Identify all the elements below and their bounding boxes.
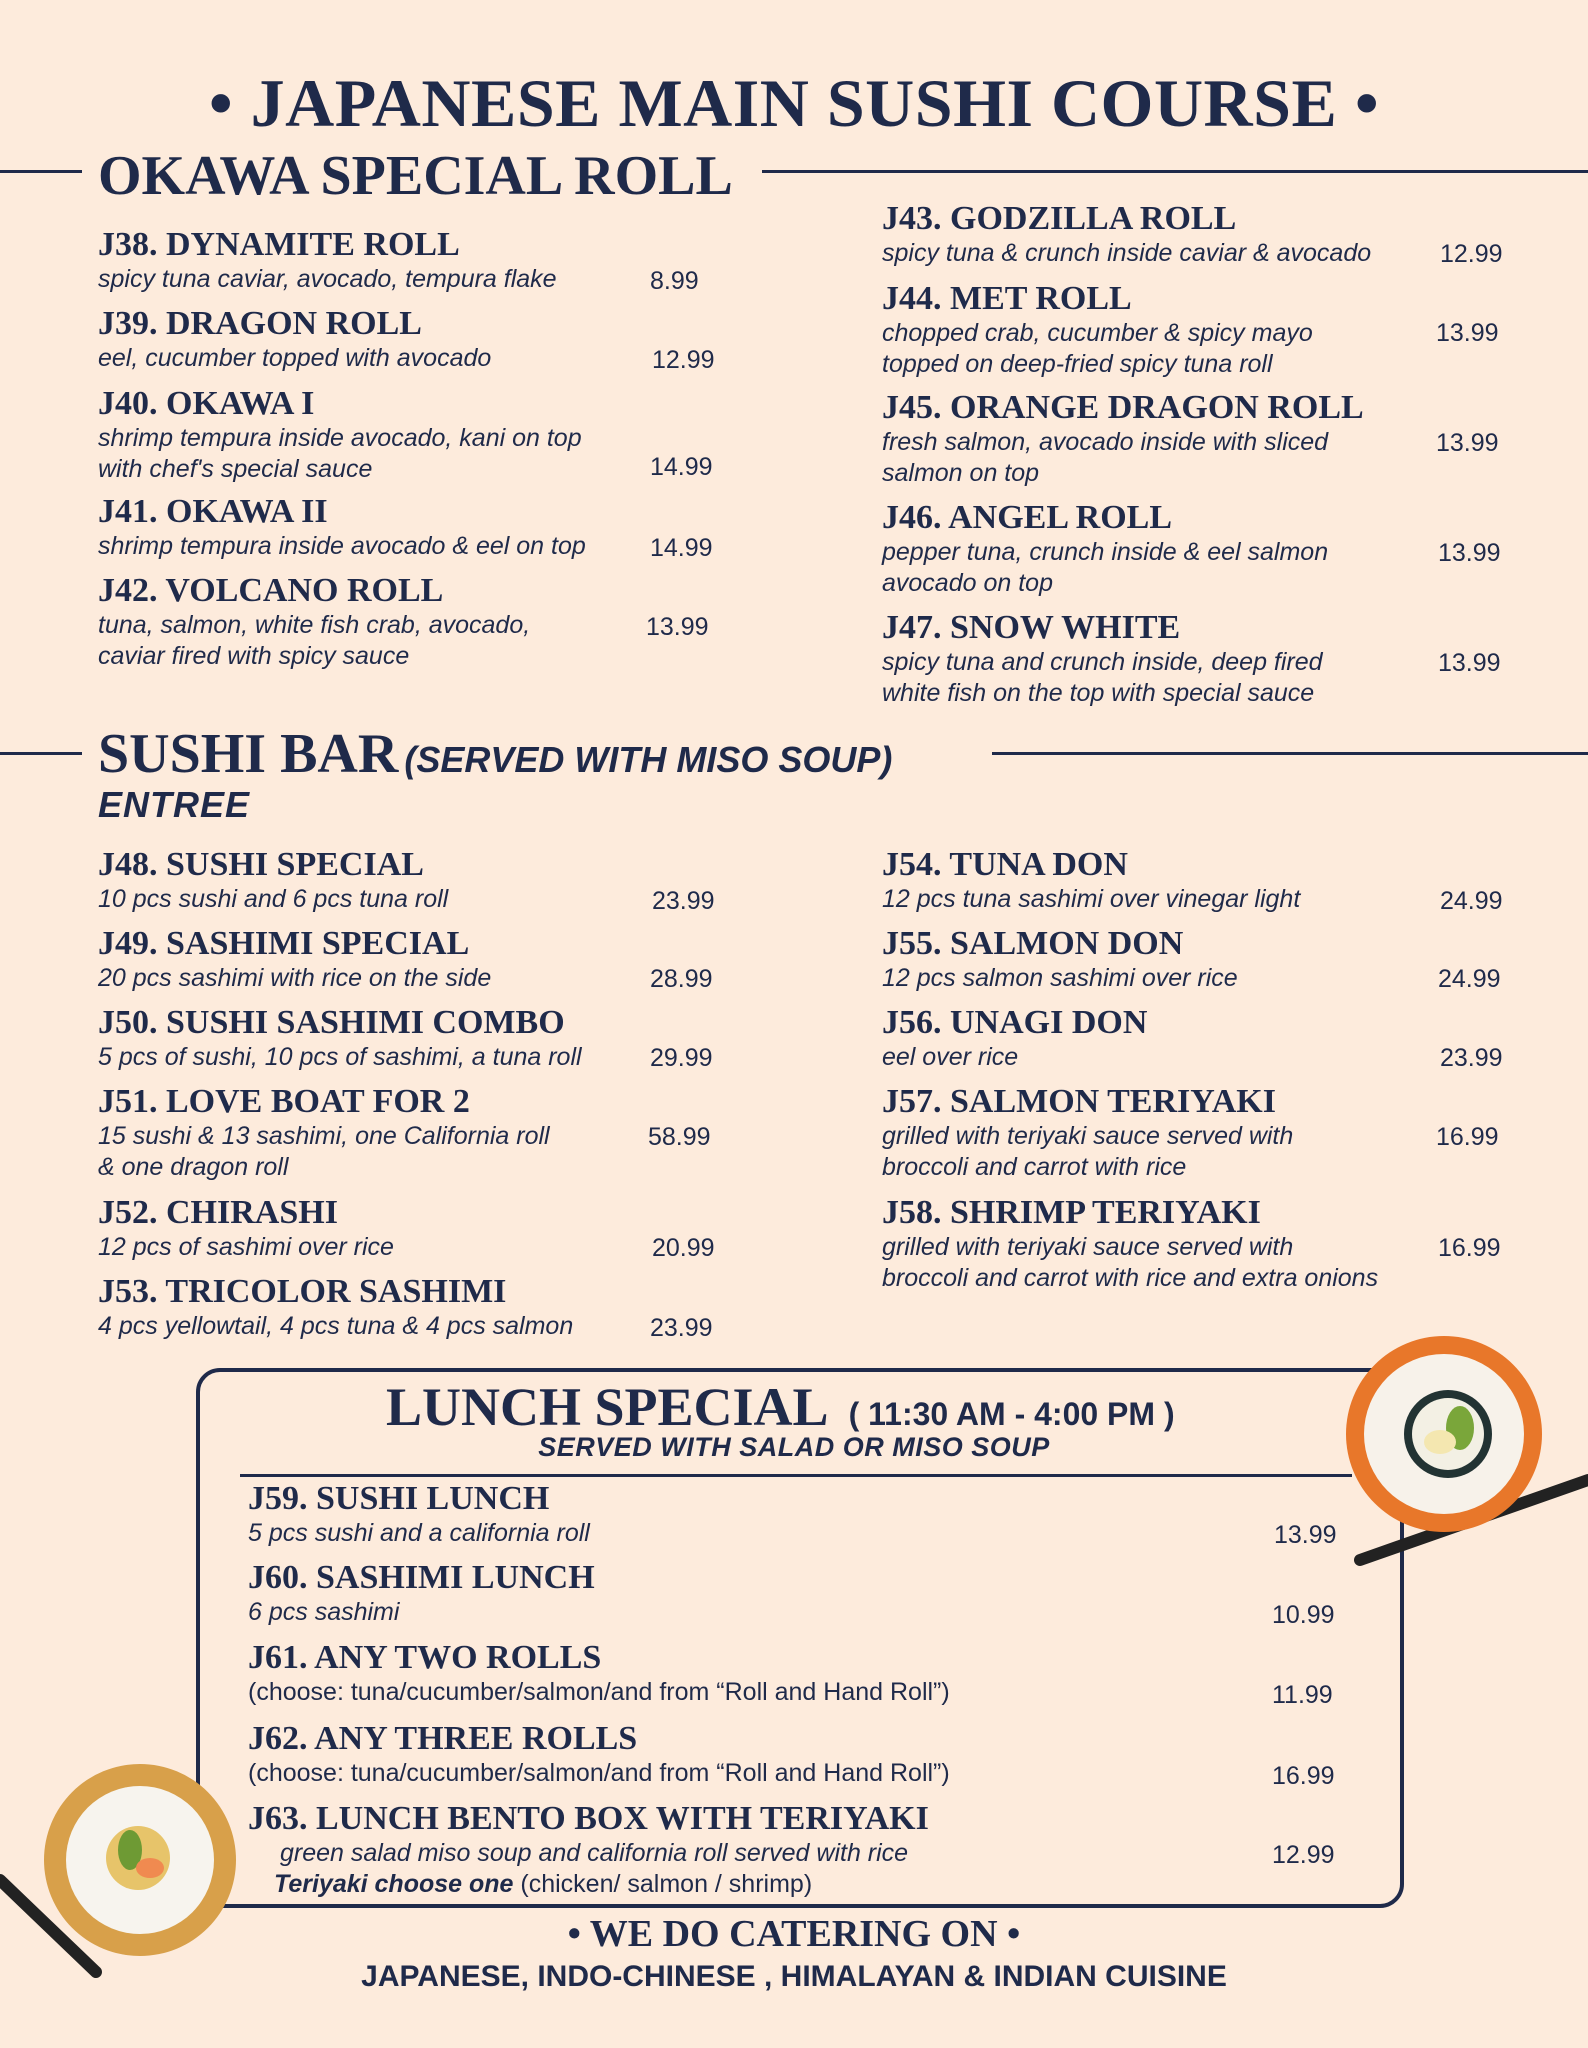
menu-item-price: 14.99: [650, 534, 713, 562]
menu-item-price: 11.99: [1272, 1681, 1333, 1709]
menu-item-name: J50. SUSHI SASHIMI COMBO: [98, 1004, 565, 1041]
menu-item-description: 12 pcs tuna sashimi over vinegar light: [882, 885, 1301, 913]
menu-item-price: 13.99: [646, 613, 709, 641]
menu-item-name: J47. SNOW WHITE: [882, 609, 1181, 646]
menu-item-description: grilled with teriyaki sauce served with broccoli and carrot with rice and extra onions: [882, 1233, 1379, 1292]
menu-item-price: 23.99: [650, 1314, 713, 1342]
menu-item-j45: [882, 389, 1364, 489]
catering-title: • WE DO CATERING ON •: [567, 1913, 1021, 1955]
catering-subtitle: JAPANESE, INDO-CHINESE , HIMALAYAN & INDIAN CUISINE: [361, 1960, 1227, 1993]
menu-item-description: 5 pcs sushi and a california roll: [248, 1519, 590, 1547]
menu-item-name: J41. OKAWA II: [98, 493, 328, 530]
menu-item-name: J61. ANY TWO ROLLS: [248, 1639, 602, 1676]
menu-item-j63: [248, 1800, 929, 1900]
menu-item-j57: [882, 1083, 1293, 1183]
menu-item-description: (choose: tuna/cucumber/salmon/and from “Roll and Hand Roll”): [248, 1678, 950, 1706]
menu-item-price: 16.99: [1438, 1234, 1501, 1262]
menu-item-j41: [98, 493, 586, 562]
lunch-rule: [240, 1474, 1352, 1477]
sushibar-title: SUSHI BAR: [98, 723, 399, 785]
section-rule-left: [0, 170, 82, 173]
menu-item-j51: [98, 1083, 550, 1183]
menu-item-description: eel, cucumber topped with avocado: [98, 344, 492, 372]
menu-item-price: 14.99: [650, 453, 713, 481]
sushi-roll-image: [1320, 1330, 1588, 1580]
menu-item-price: 16.99: [1436, 1123, 1499, 1151]
menu-item-name: J54. TUNA DON: [882, 846, 1128, 883]
menu-item-name: J51. LOVE BOAT FOR 2: [98, 1083, 470, 1120]
menu-item-name: J49. SASHIMI SPECIAL: [98, 925, 470, 962]
menu-item-name: J57. SALMON TERIYAKI: [882, 1083, 1276, 1120]
menu-item-j49: [98, 925, 491, 994]
entree-label: ENTREE: [98, 784, 251, 825]
lunch-hours: ( 11:30 AM - 4:00 PM ): [848, 1396, 1175, 1432]
menu-item-description: grilled with teriyaki sauce served with broccoli and carrot with rice: [882, 1122, 1294, 1181]
menu-item-j44: [882, 280, 1313, 380]
menu-item-price: 12.99: [1272, 1841, 1335, 1869]
menu-item-name: J40. OKAWA I: [98, 385, 315, 422]
sushibar-rule-left: [0, 752, 82, 755]
menu-item-description: 4 pcs yellowtail, 4 pcs tuna & 4 pcs salmon: [98, 1312, 574, 1340]
menu-item-name: J52. CHIRASHI: [98, 1194, 338, 1231]
sushibar-section-title: [98, 722, 892, 786]
menu-item-name: J39. DRAGON ROLL: [98, 305, 422, 342]
menu-item-description: 5 pcs of sushi, 10 pcs of sashimi, a tuna roll: [98, 1043, 582, 1071]
menu-item-name: J53. TRICOLOR SASHIMI: [98, 1273, 507, 1310]
page-title: • JAPANESE MAIN SUSHI COURSE •: [208, 65, 1380, 141]
menu-item-name: J38. DYNAMITE ROLL: [98, 226, 460, 263]
menu-item-j50: [98, 1004, 582, 1073]
menu-item-j55: [882, 925, 1238, 994]
menu-item-extra-text: (chicken/ salmon / shrimp): [513, 1870, 813, 1898]
menu-item-name: J60. SASHIMI LUNCH: [248, 1559, 595, 1596]
menu-item-j40: [98, 385, 582, 485]
menu-item-price: 28.99: [650, 965, 713, 993]
menu-item-description: spicy tuna and crunch inside, deep fired white fish on the top with special sauce: [882, 648, 1323, 707]
menu-item-price: 13.99: [1438, 649, 1501, 677]
menu-item-price: 20.99: [652, 1234, 715, 1262]
menu-item-name: J56. UNAGI DON: [882, 1004, 1148, 1041]
menu-item-price: 58.99: [648, 1123, 711, 1151]
menu-item-description: 15 sushi & 13 sashimi, one California roll & one dragon roll: [98, 1122, 550, 1181]
menu-item-description: shrimp tempura inside avocado, kani on top with chef's special sauce: [98, 424, 582, 483]
menu-item-price: 24.99: [1438, 965, 1501, 993]
menu-item-name: J58. SHRIMP TERIYAKI: [882, 1194, 1261, 1231]
menu-item-description: pepper tuna, crunch inside & eel salmon avocado on top: [882, 538, 1329, 597]
menu-item-description: 10 pcs sushi and 6 pcs tuna roll: [98, 885, 449, 913]
menu-item-j60: [248, 1559, 595, 1628]
menu-item-price: 13.99: [1438, 539, 1501, 567]
menu-item-price: 13.99: [1436, 319, 1499, 347]
menu-item-description: (choose: tuna/cucumber/salmon/and from “Roll and Hand Roll”): [248, 1759, 950, 1787]
menu-item-price: 23.99: [652, 887, 715, 915]
menu-item-j54: [882, 846, 1300, 915]
menu-item-j58: [882, 1194, 1378, 1294]
menu-item-description: 12 pcs of sashimi over rice: [98, 1233, 394, 1261]
lunch-title-text: LUNCH SPECIAL: [386, 1377, 829, 1437]
lunch-title: [386, 1376, 1175, 1438]
menu-item-description: fresh salmon, avocado inside with sliced salmon on top: [882, 428, 1329, 487]
menu-item-j62: [248, 1720, 950, 1789]
menu-item-price: 13.99: [1436, 429, 1499, 457]
menu-item-j46: [882, 499, 1328, 599]
menu-item-name: J45. ORANGE DRAGON ROLL: [882, 389, 1364, 426]
menu-item-price: 23.99: [1440, 1044, 1503, 1072]
menu-item-price: 8.99: [650, 267, 699, 295]
section-rule-right: [762, 170, 1588, 173]
menu-item-description: green salad miso soup and california roll served with rice: [280, 1839, 909, 1867]
menu-item-j47: [882, 609, 1323, 709]
menu-item-j59: [248, 1480, 590, 1549]
lunch-subtitle: SERVED WITH SALAD OR MISO SOUP: [538, 1432, 1050, 1462]
menu-item-description: 20 pcs sashimi with rice on the side: [98, 964, 492, 992]
menu-item-price: 24.99: [1440, 887, 1503, 915]
menu-item-description: 12 pcs salmon sashimi over rice: [882, 964, 1238, 992]
menu-item-j61: [248, 1639, 950, 1708]
menu-item-extra-bold: Teriyaki choose one: [274, 1870, 514, 1898]
menu-item-name: J48. SUSHI SPECIAL: [98, 846, 424, 883]
menu-item-name: J59. SUSHI LUNCH: [248, 1480, 550, 1517]
menu-item-name: J62. ANY THREE ROLLS: [248, 1720, 638, 1757]
menu-item-name: J43. GODZILLA ROLL: [882, 200, 1237, 237]
sushibar-subtitle: (SERVED WITH MISO SOUP): [404, 739, 893, 780]
okawa-section-title: OKAWA SPECIAL ROLL: [98, 145, 733, 207]
menu-item-description: spicy tuna & crunch inside caviar & avocado: [882, 239, 1372, 267]
menu-item-j42: [98, 572, 530, 672]
menu-item-description: tuna, salmon, white fish crab, avocado, caviar fired with spicy sauce: [98, 611, 531, 670]
menu-item-j43: [882, 200, 1371, 269]
menu-item-description: shrimp tempura inside avocado & eel on top: [98, 532, 586, 560]
menu-item-name: J42. VOLCANO ROLL: [98, 572, 444, 609]
menu-item-price: 29.99: [650, 1044, 713, 1072]
menu-item-j48: [98, 846, 448, 915]
menu-item-description: 6 pcs sashimi: [248, 1598, 400, 1626]
menu-item-j39: [98, 305, 491, 374]
menu-item-j56: [882, 1004, 1147, 1073]
menu-item-j52: [98, 1194, 394, 1263]
menu-item-price: 12.99: [1440, 240, 1503, 268]
menu-item-extra: [248, 1869, 929, 1900]
menu-item-name: J55. SALMON DON: [882, 925, 1184, 962]
menu-item-name: J63. LUNCH BENTO BOX WITH TERIYAKI: [248, 1800, 929, 1837]
menu-item-price: 10.99: [1272, 1601, 1335, 1629]
menu-item-description: spicy tuna caviar, avocado, tempura flake: [98, 265, 557, 293]
sushibar-rule-right: [992, 752, 1588, 755]
menu-item-name: J46. ANGEL ROLL: [882, 499, 1173, 536]
menu-item-j38: [98, 226, 557, 295]
menu-item-price: 16.99: [1272, 1762, 1335, 1790]
menu-item-description: eel over rice: [882, 1043, 1019, 1071]
menu-item-j53: [98, 1273, 573, 1342]
menu-item-price: 13.99: [1274, 1521, 1337, 1549]
menu-item-name: J44. MET ROLL: [882, 280, 1132, 317]
menu-item-price: 12.99: [652, 346, 715, 374]
menu-item-description: chopped crab, cucumber & spicy mayo topped on deep-fried spicy tuna roll: [882, 319, 1313, 378]
